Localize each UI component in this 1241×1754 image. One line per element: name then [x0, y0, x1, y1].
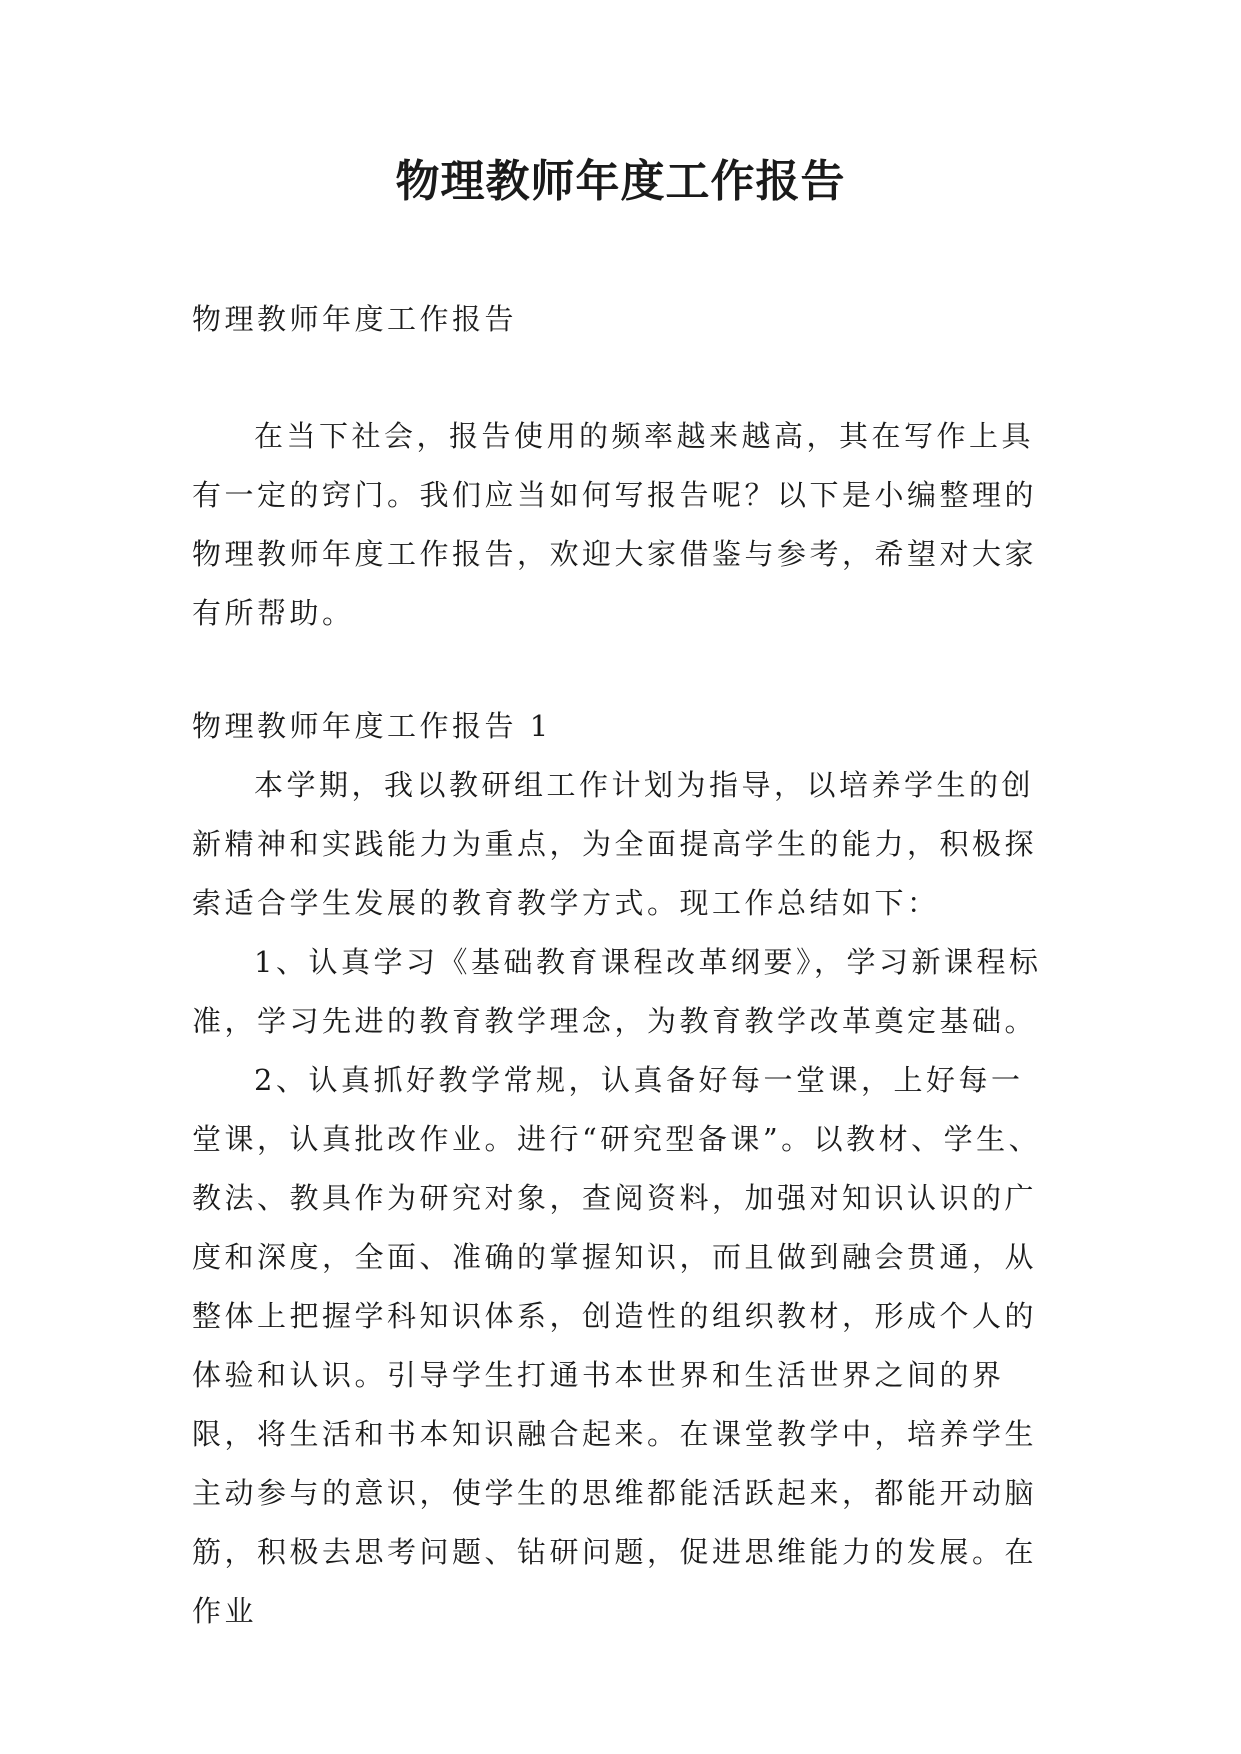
body-paragraph: 2、认真抓好教学常规，认真备好每一堂课，上好每一堂课，认真批改作业。进行“研究型备课”。以教材、学生、教法、教具作为研究对象，查阅资料，加强对知识认识的广度和深度，全面、准确的掌握知识，而且做到融会贯通，从整体上把握学科知识体系，创造性的组织教材，形成个人的体验和认识。引导学生打通书本世界和生活世界之间的界限，将生活和书本知识融合起来。在课堂教学中，培养学生主动参与的意识，使学生的思维都能活跃起来，都能开动脑筋，积极去思考问题、钻研问题，促进思维能力的发展。在作业 — [192, 1063, 1042, 1628]
document-title: 物理教师年度工作报告 — [395, 156, 846, 207]
section-heading: 物理教师年度工作报告 1 — [192, 709, 552, 743]
document-subtitle: 物理教师年度工作报告 — [192, 302, 518, 336]
intro-paragraph: 在当下社会，报告使用的频率越来越高，其在写作上具有一定的窍门。我们应当如何写报告呢？以下是小编整理的物理教师年度工作报告，欢迎大家借鉴与参考，希望对大家有所帮助。 — [192, 419, 1038, 630]
body-paragraph: 本学期，我以教研组工作计划为指导，以培养学生的创新精神和实践能力为重点，为全面提高学生的能力，积极探索适合学生发展的教育教学方式。现工作总结如下： — [192, 768, 1038, 920]
section-body — [192, 756, 1052, 1641]
body-paragraph: 1、认真学习《基础教育课程改革纲要》，学习新课程标准，学习先进的教育教学理念，为教育教学改革奠定基础。 — [192, 945, 1042, 1038]
